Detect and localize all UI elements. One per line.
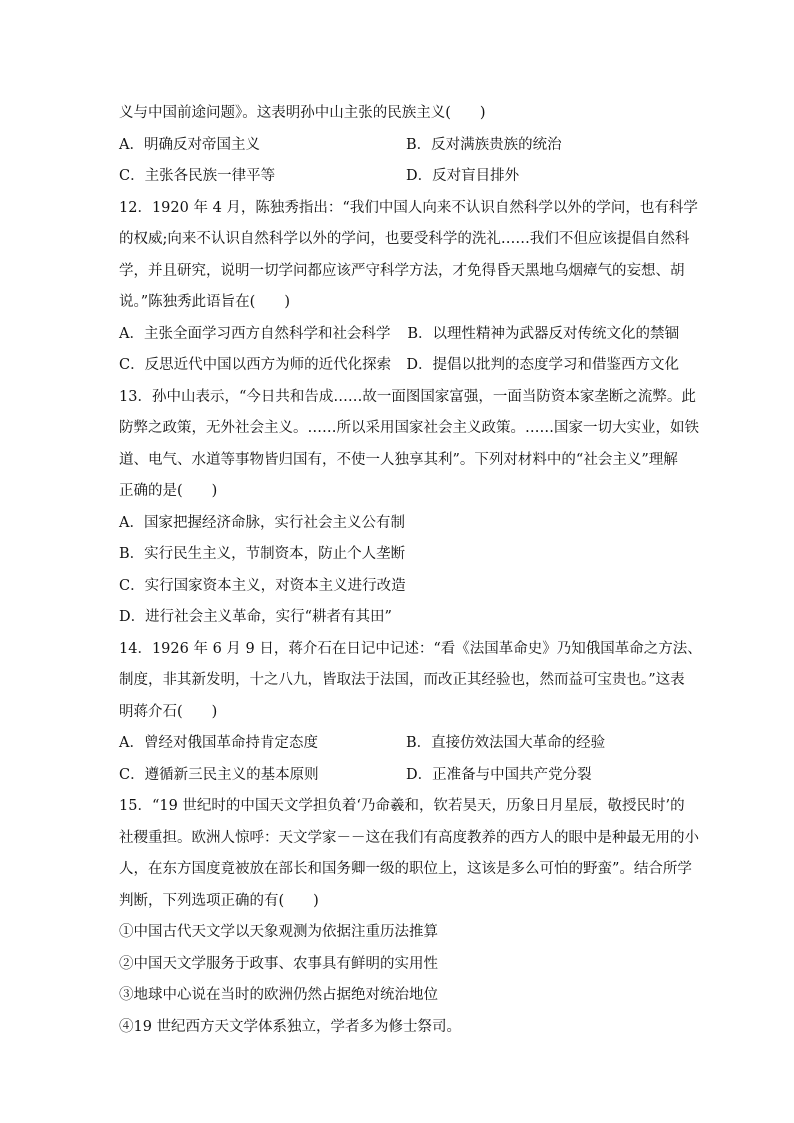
question-15-stem-line: 15．“19 世纪时的中国天文学担负着‘乃命羲和，钦若昊天，历象日月星辰，敬授民时’的 <box>119 798 685 814</box>
question-11-option-c: C．主张各民族一律平等 <box>119 168 276 184</box>
question-11-option-d: D．反对盲目排外 <box>406 168 520 184</box>
question-12-stem-line: 说。”陈独秀此语旨在( ) <box>119 294 290 310</box>
question-15 <box>119 791 699 1043</box>
question-15-stem-line: 社稷重担。欧洲人惊呼：天文学家－－这在我们有高度教养的西方人的眼中是种最无用的小 <box>119 829 699 846</box>
question-13-stem-line: 正确的是( ) <box>119 483 218 499</box>
question-12-stem-line: 学，并且研究，说明一切学问都应该严守科学方法，才免得昏天黑地乌烟瘴气的妄想、胡 <box>119 262 685 279</box>
question-14-stem-line: 14．1926 年 6 月 9 日，蒋介石在日记中记述：“看《法国革命史》乃知俄国革命之方法、 <box>119 640 702 657</box>
question-13-option-d: D．进行社会主义革命，实行“耕者有其田” <box>119 609 392 625</box>
question-13-stem-line: 防弊之政策，无外社会主义。……所以采用国家社会主义政策。……国家一切大实业，如铁 <box>119 420 699 436</box>
question-13-stem-line: 道、电气、水道等事物皆归国有，不使一人独享其利”。下列对材料中的“社会主义”理解 <box>119 451 678 468</box>
question-11-option-b: B．反对满族贵族的统治 <box>406 136 562 153</box>
question-15-item-4: ④19 世纪西方天文学体系独立，学者多为修士祭司。 <box>119 1018 462 1035</box>
question-13-option-b: B．实行民生主义，节制资本，防止个人垄断 <box>119 546 406 562</box>
question-14-option-d: D．正准备与中国共产党分裂 <box>406 766 592 783</box>
question-15-item-3: ③地球中心说在当时的欧洲仍然占据绝对统治地位 <box>119 987 438 1003</box>
question-15-item-2: ②中国天文学服务于政事、农事具有鲜明的实用性 <box>119 955 438 972</box>
question-11-stem-tail: 义与中国前途问题》。这表明孙中山主张的民族主义( ) <box>119 105 486 121</box>
question-12-option-d: D．提倡以批判的态度学习和借鉴西方文化 <box>406 357 679 373</box>
question-15-stem-line: 判断，下列选项正确的有( ) <box>119 892 319 909</box>
question-12-option-b: B．以理性精神为武器反对传统文化的禁锢 <box>407 325 679 342</box>
question-11-option-a: A．明确反对帝国主义 <box>119 136 260 153</box>
question-13-option-a: A．国家把握经济命脉，实行社会主义公有制 <box>119 514 405 531</box>
question-13-stem-line: 13．孙中山表示，“今日共和告成……故一面图国家富强，一面当防资本家垄断之流弊。此 <box>119 388 696 405</box>
question-14 <box>119 634 702 792</box>
question-13-option-c: C．实行国家资本主义，对资本主义进行改造 <box>119 577 406 594</box>
question-12-stem-line: 的权威;向来不认识自然科学以外的学问，也要受科学的洗礼……我们不但应该提倡自然科 <box>119 231 690 247</box>
question-11 <box>119 98 679 193</box>
question-14-stem-line: 制度，非其新发明，十之八九，皆取法于法国，而改正其经验也，然而益可宝贵也。”这表 <box>119 672 685 688</box>
question-12-option-c: C．反思近代中国以西方为师的近代化探索 <box>119 357 392 373</box>
question-13 <box>119 382 699 634</box>
question-14-option-a: A．曾经对俄国革命持肯定态度 <box>119 735 318 751</box>
question-14-stem-line: 明蒋介石( ) <box>119 703 218 720</box>
question-12 <box>119 193 698 382</box>
question-14-option-b: B．直接仿效法国大革命的经验 <box>406 735 606 751</box>
question-15-stem-line: 人，在东方国度竟被放在部长和国务卿一级的职位上，这该是多么可怕的野蛮”。结合所学 <box>119 861 692 877</box>
question-12-stem-line: 12．1920 年 4 月，陈独秀指出：“我们中国人向来不认识自然科学以外的学问，也有科学 <box>119 199 698 216</box>
question-12-option-a: A．主张全面学习西方自然科学和社会科学 <box>119 325 391 342</box>
question-15-item-1: ①中国古代天文学以天象观测为依据注重历法推算 <box>119 924 438 940</box>
question-14-option-c: C．遵循新三民主义的基本原则 <box>119 766 319 783</box>
exam-content <box>119 98 702 1043</box>
